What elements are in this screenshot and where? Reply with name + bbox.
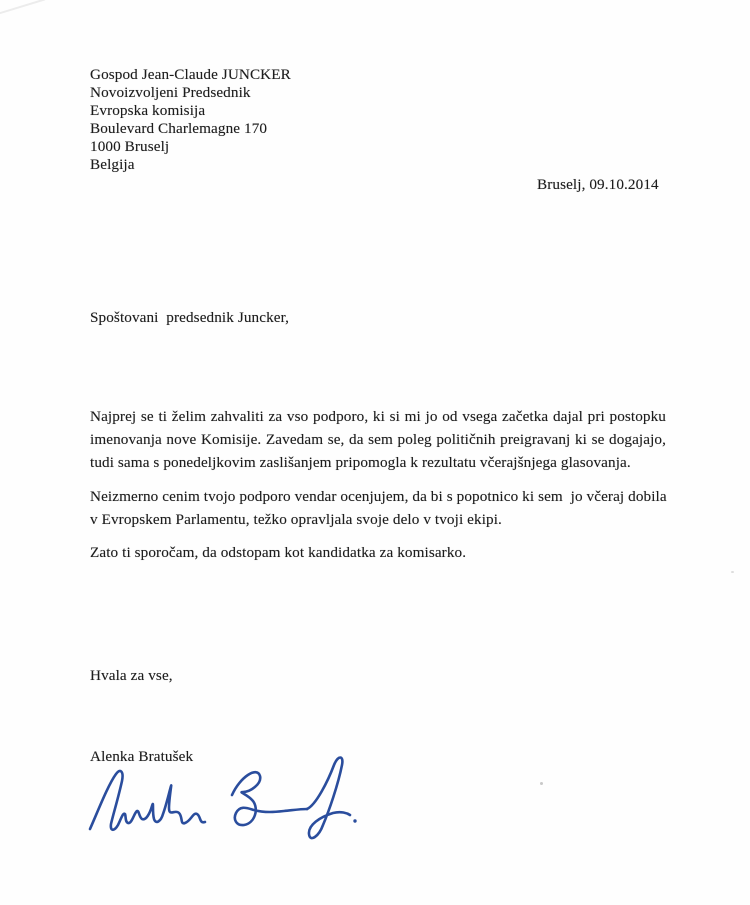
signature-stroke-flourish	[307, 758, 350, 839]
signature-stroke-last-name	[232, 772, 307, 825]
recipient-address	[90, 66, 291, 174]
handwritten-signature-icon	[86, 753, 358, 849]
paragraph-line: v Evropskem Parlamentu, težko opravljala svoje delo v tvoji ekipi.	[90, 511, 502, 528]
address-line: Belgija	[90, 156, 135, 173]
body-paragraph-3	[90, 541, 666, 564]
paragraph-line: Neizmerno cenim tvojo podporo vendar ocenjujem, da bi s popotnico ki sem jo včeraj dobila	[90, 488, 667, 505]
address-line: Novoizvoljeni Predsednik	[90, 84, 251, 101]
body-paragraph-1	[90, 405, 666, 474]
signature-stroke-first-name	[90, 771, 205, 830]
signer-name: Alenka Bratušek	[90, 748, 194, 765]
address-line: Boulevard Charlemagne 170	[90, 120, 268, 137]
scan-artifact-speck	[540, 782, 543, 785]
address-line: Evropska komisija	[90, 102, 206, 119]
closing-line: Hvala za vse,	[90, 667, 173, 684]
signature-pen-dot	[353, 819, 356, 822]
salutation: Spoštovani predsednik Juncker,	[90, 309, 290, 326]
paragraph-line: tudi sama s ponedeljkovim zaslišanjem pripomogla k rezultatu včerajšnjega glasovanja.	[90, 454, 631, 471]
paragraph-line: Zato ti sporočam, da odstopam kot kandidatka za komisarko.	[90, 544, 467, 561]
scan-artifact-corner-line	[0, 0, 45, 16]
place-and-date: Bruselj, 09.10.2014	[537, 176, 659, 193]
body-paragraph-2	[90, 485, 666, 531]
scan-artifact-speck	[731, 571, 734, 573]
paragraph-line: imenovanja nove Komisije. Zavedam se, da sem poleg političnih preigravanj ki se dogajajo,	[90, 431, 666, 448]
paragraph-line: Najprej se ti želim zahvaliti za vso podporo, ki si mi jo od vsega začetka dajal pri postopku	[90, 408, 666, 425]
address-line: 1000 Bruselj	[90, 138, 170, 155]
address-line: Gospod Jean-Claude JUNCKER	[90, 66, 291, 83]
